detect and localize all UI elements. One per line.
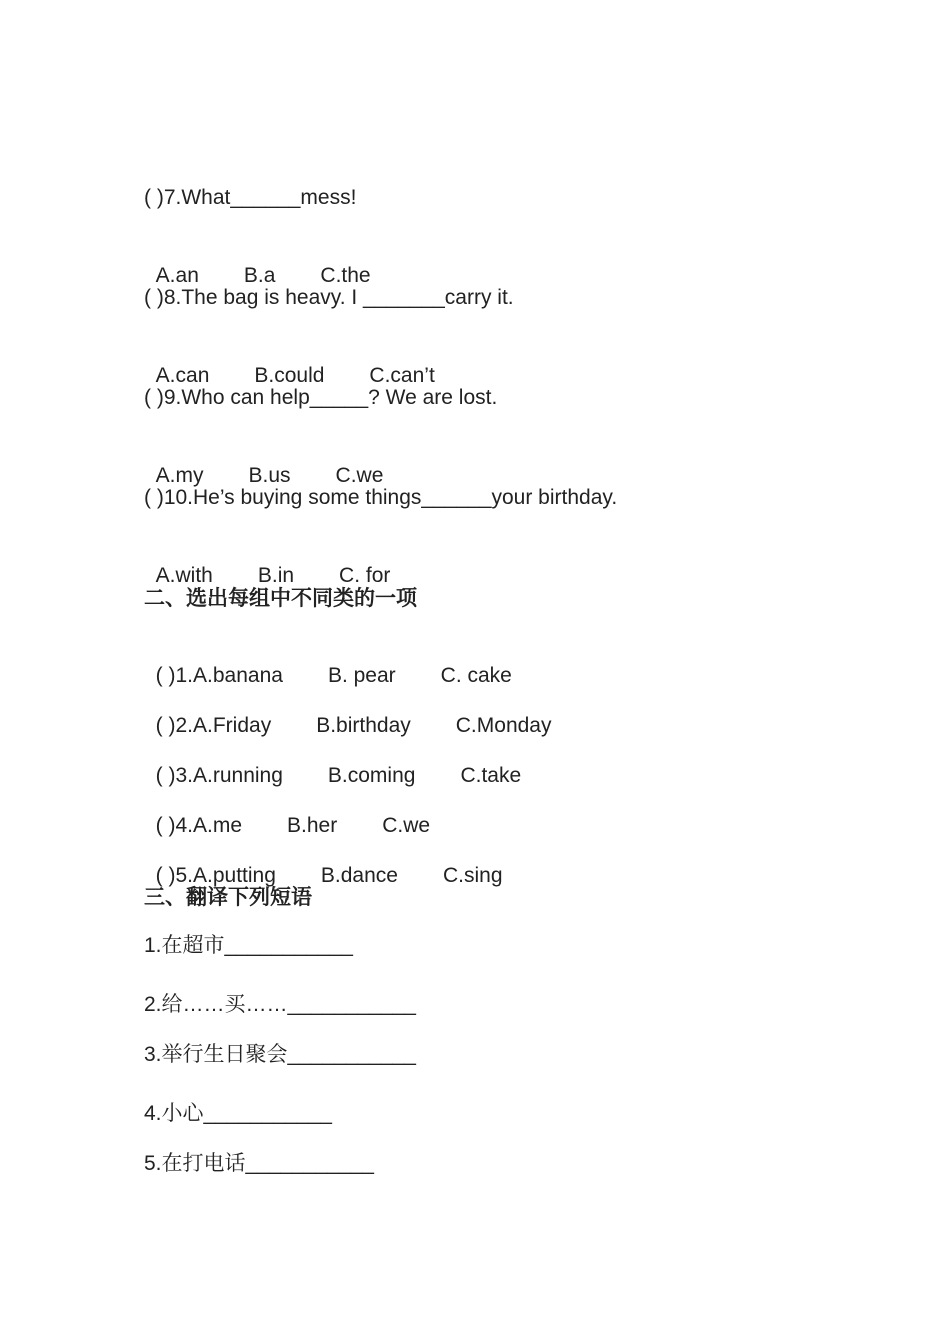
odd-one-out-item-5 <box>144 834 503 890</box>
translation-item-2: 2.给……买……___________ <box>144 993 416 1016</box>
item-c: C.sing <box>442 864 503 887</box>
option-a: A.can <box>155 364 210 387</box>
question-10: ( )10.He’s buying some things______your birthday. <box>144 486 618 509</box>
question-7: ( )7.What______mess! <box>144 186 357 209</box>
odd-one-out-item-2 <box>144 684 551 740</box>
item-a: ( )3.A.running <box>155 764 283 787</box>
option-b: B.a <box>243 264 276 287</box>
option-b: B.could <box>254 364 325 387</box>
item-c: C.Monday <box>455 714 552 737</box>
question-8: ( )8.The bag is heavy. I _______carry it. <box>144 286 514 309</box>
translation-item-1: 1.在超市___________ <box>144 934 353 957</box>
item-c: C.we <box>382 814 431 837</box>
question-10-options <box>144 534 390 590</box>
section-3-heading: 三、翻译下列短语 <box>144 885 312 909</box>
item-b: B.birthday <box>316 714 411 737</box>
section-2-heading: 二、选出每组中不同类的一项 <box>144 586 417 610</box>
option-b: B.us <box>248 464 291 487</box>
translation-item-4: 4.小心___________ <box>144 1102 332 1125</box>
option-c: C.can’t <box>369 364 435 387</box>
option-b: B.in <box>257 564 295 587</box>
item-a: ( )2.A.Friday <box>155 714 272 737</box>
option-c: C.we <box>335 464 384 487</box>
question-7-options <box>144 234 371 290</box>
item-b: B. pear <box>327 664 396 687</box>
item-a: ( )4.A.me <box>155 814 243 837</box>
item-a: ( )1.A.banana <box>155 664 283 687</box>
question-9-options <box>144 434 383 490</box>
option-a: A.an <box>155 264 199 287</box>
translation-item-5: 5.在打电话___________ <box>144 1152 374 1175</box>
translation-item-3: 3.举行生日聚会___________ <box>144 1043 416 1066</box>
item-c: C.take <box>460 764 522 787</box>
item-c: C. cake <box>440 664 512 687</box>
item-a: ( )5.A.putting <box>155 864 276 887</box>
odd-one-out-item-1 <box>144 634 512 690</box>
question-9: ( )9.Who can help_____? We are lost. <box>144 386 498 409</box>
option-a: A.with <box>155 564 213 587</box>
odd-one-out-item-4 <box>144 784 430 840</box>
item-b: B.coming <box>327 764 416 787</box>
option-a: A.my <box>155 464 204 487</box>
item-b: B.dance <box>320 864 398 887</box>
item-b: B.her <box>287 814 338 837</box>
question-8-options <box>144 334 435 390</box>
option-c: C. for <box>339 564 391 587</box>
option-c: C.the <box>320 264 371 287</box>
odd-one-out-item-3 <box>144 734 521 790</box>
